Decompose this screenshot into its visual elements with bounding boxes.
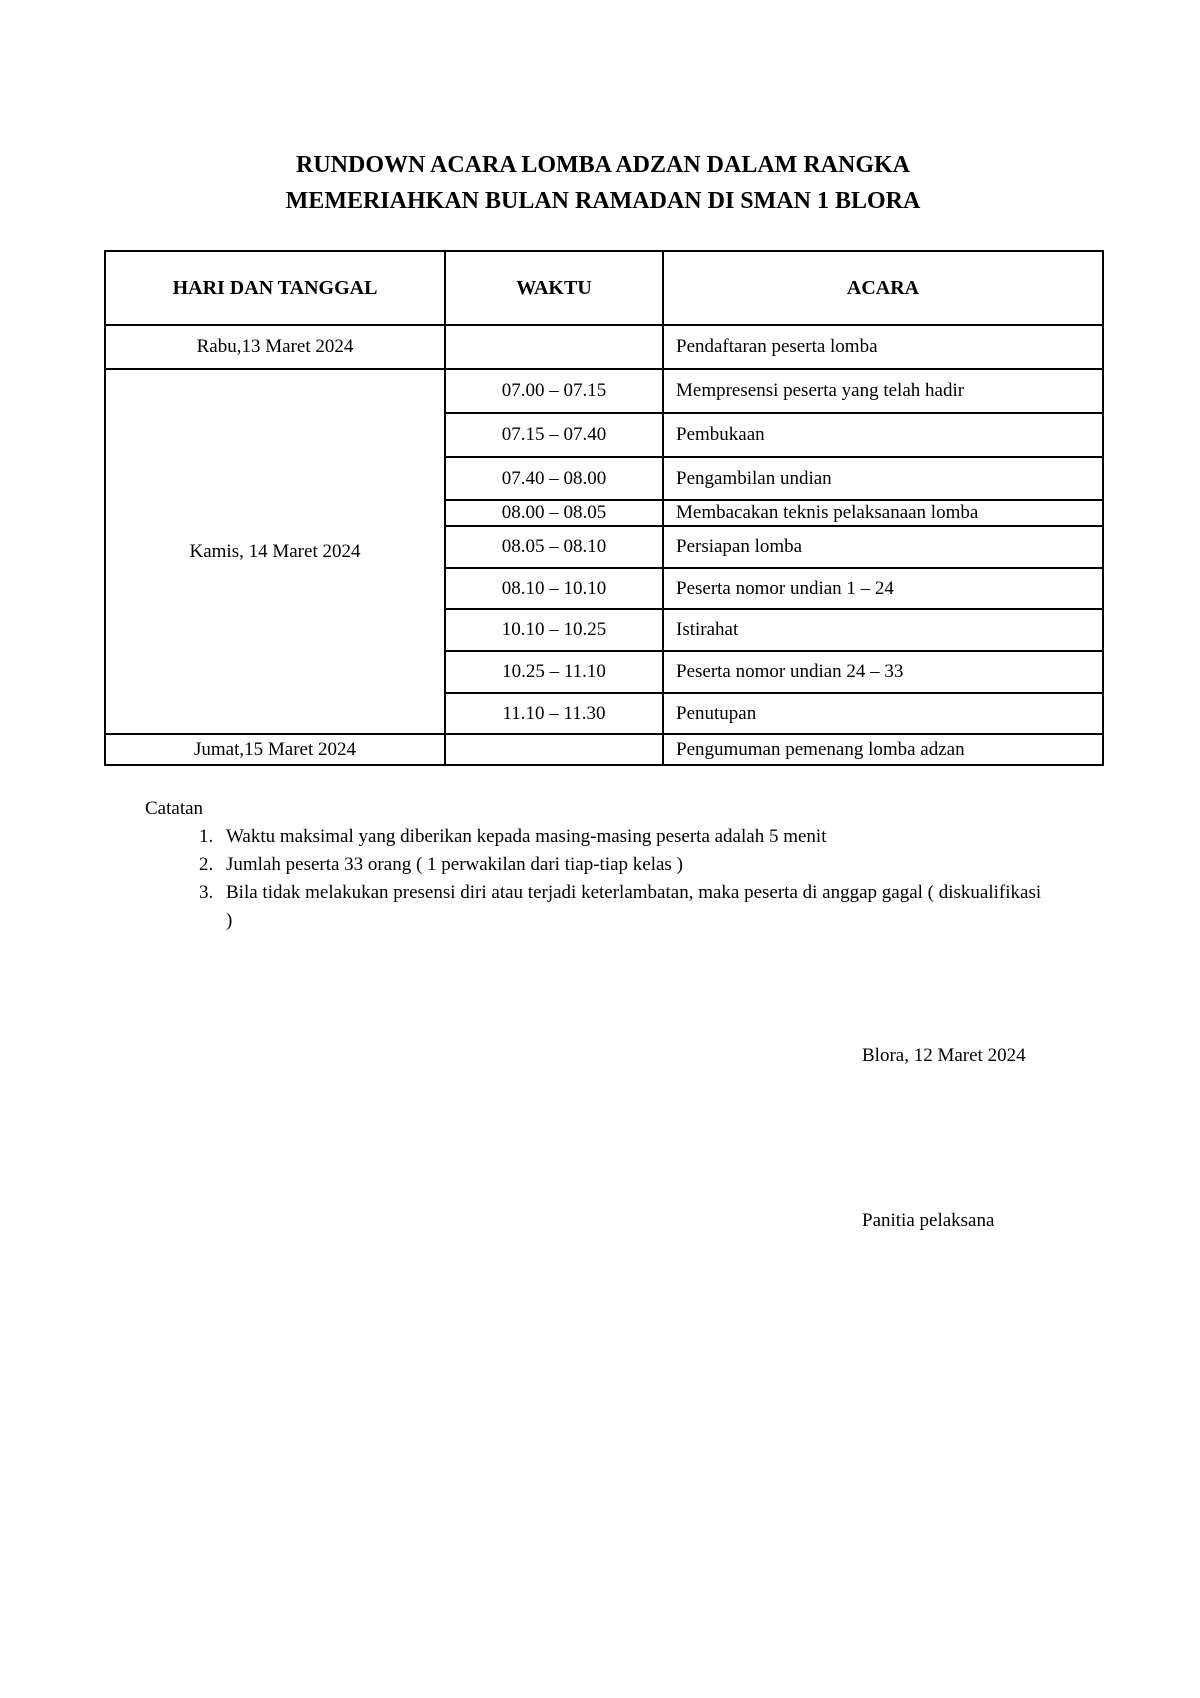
notes-heading: Catatan bbox=[145, 798, 204, 819]
event-cell: Penutupan bbox=[663, 693, 1103, 734]
notes-list bbox=[145, 823, 1045, 935]
event-cell: Pengambilan undian bbox=[663, 457, 1103, 500]
event-cell: Persiapan lomba bbox=[663, 526, 1103, 568]
time-cell: 08.05 – 08.10 bbox=[445, 526, 663, 568]
time-cell bbox=[445, 325, 663, 369]
day-cell: Kamis, 14 Maret 2024 bbox=[105, 369, 445, 734]
header-event: ACARA bbox=[663, 251, 1103, 325]
time-cell bbox=[445, 734, 663, 765]
title-line-2: MEMERIAHKAN BULAN RAMADAN DI SMAN 1 BLORA bbox=[285, 188, 921, 214]
event-cell: Pembukaan bbox=[663, 413, 1103, 457]
list-item: 1. Waktu maksimal yang diberikan kepada masing-masing peserta adalah 5 menit bbox=[218, 823, 1045, 851]
title-line-1: RUNDOWN ACARA LOMBA ADZAN DALAM RANGKA bbox=[295, 152, 910, 178]
time-cell: 07.15 – 07.40 bbox=[445, 413, 663, 457]
event-cell: Membacakan teknis pelaksanaan lomba bbox=[663, 500, 1103, 526]
place-date: Blora, 12 Maret 2024 bbox=[862, 1045, 1026, 1066]
event-cell: Mempresensi peserta yang telah hadir bbox=[663, 369, 1103, 413]
table-row bbox=[105, 325, 1103, 369]
header-day-date: HARI DAN TANGGAL bbox=[105, 251, 445, 325]
table-row bbox=[105, 734, 1103, 765]
rundown-table bbox=[104, 250, 1104, 766]
time-cell: 07.00 – 07.15 bbox=[445, 369, 663, 413]
time-cell: 10.10 – 10.25 bbox=[445, 609, 663, 651]
day-cell: Rabu,13 Maret 2024 bbox=[105, 325, 445, 369]
time-cell: 10.25 – 11.10 bbox=[445, 651, 663, 693]
time-cell: 07.40 – 08.00 bbox=[445, 457, 663, 500]
event-cell: Pendaftaran peserta lomba bbox=[663, 325, 1103, 369]
table-row bbox=[105, 369, 1103, 413]
list-item: 3. Bila tidak melakukan presensi diri atau terjadi keterlambatan, maka peserta di anggap gagal ( diskualifikasi ) bbox=[218, 879, 1045, 935]
committee-signature: Panitia pelaksana bbox=[862, 1210, 995, 1231]
time-cell: 11.10 – 11.30 bbox=[445, 693, 663, 734]
notes-section bbox=[145, 795, 1045, 935]
document-title bbox=[104, 147, 1102, 219]
event-cell: Istirahat bbox=[663, 609, 1103, 651]
event-cell: Peserta nomor undian 24 – 33 bbox=[663, 651, 1103, 693]
table-header-row bbox=[105, 251, 1103, 325]
event-cell: Pengumuman pemenang lomba adzan bbox=[663, 734, 1103, 765]
time-cell: 08.10 – 10.10 bbox=[445, 568, 663, 609]
time-cell: 08.00 – 08.05 bbox=[445, 500, 663, 526]
day-cell: Jumat,15 Maret 2024 bbox=[105, 734, 445, 765]
list-item: 2. Jumlah peserta 33 orang ( 1 perwakilan dari tiap-tiap kelas ) bbox=[218, 851, 1045, 879]
header-time: WAKTU bbox=[445, 251, 663, 325]
event-cell: Peserta nomor undian 1 – 24 bbox=[663, 568, 1103, 609]
